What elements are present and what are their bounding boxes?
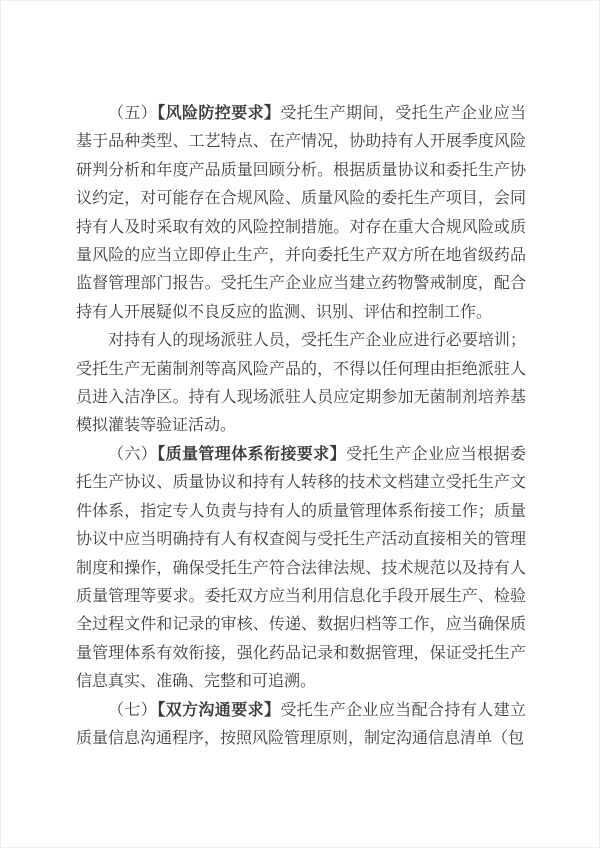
- clause-body: 对持有人的现场派驻人员，受托生产企业应进行必要培训；受托生产无菌制剂等高风险产品的，不得以任何理由拒绝派驻人员进入洁净区。持有人现场派驻人员应定期参加无菌制剂培养基模拟灌装等验证活动。: [76, 332, 526, 435]
- paragraph-dispatch-personnel: [76, 327, 526, 441]
- clause-body: 受托生产企业应当根据委托生产协议、质量协议和持有人转移的技术文档建立受托生产文件体系，指定专人负责与持有人的质量管理体系衔接工作；质量协议中应当明确持有人有权查阅与受托生产活动直接相关的管理制度和操作，确保受托生产符合法律法规、技术规范以及持有人质量管理等要求。委托双方应当利用信息化手段开展生产、检验全过程文件和记录的审核、传递、数据归档等工作，应当确保质量管理体系有效衔接，强化药品记录和数据管理，保证受托生产信息真实、准确、完整和可追溯。: [76, 445, 526, 691]
- clause-body: 受托生产期间，受托生产企业应当基于品种类型、工艺特点、在产情况，协助持有人开展季度风险研判分析和年度产品质量回顾分析。根据质量协议和委托生产协议约定，对可能存在合规风险、质量风险的委托生产项目，会同持有人及时采取有效的风险控制措施。对存在重大合规风险或质量风险的应当立即停止生产，并向委托生产双方所在地省级药品监督管理部门报告。受托生产企业应当建立药物警戒制度，配合持有人开展疑似不良反应的监测、识别、评估和控制工作。: [76, 105, 526, 321]
- clause-number: （七）: [108, 701, 158, 719]
- paragraph-clause-6: [76, 441, 526, 697]
- clause-title: 【质量管理体系衔接要求】: [157, 445, 346, 463]
- paragraph-clause-5: [76, 100, 526, 327]
- clause-title: 【双方沟通要求】: [157, 701, 281, 719]
- document-text-block: [76, 100, 526, 753]
- clause-number: （五）: [108, 105, 158, 122]
- clause-body: 受托生产企业应当配合持有人建立质量信息沟通程序，按照风险管理原则，制定沟通信息清单（包: [76, 701, 526, 747]
- clause-title: 【风险防控要求】: [157, 105, 281, 122]
- paragraph-clause-7: [76, 697, 526, 754]
- clause-number: （六）: [108, 445, 158, 463]
